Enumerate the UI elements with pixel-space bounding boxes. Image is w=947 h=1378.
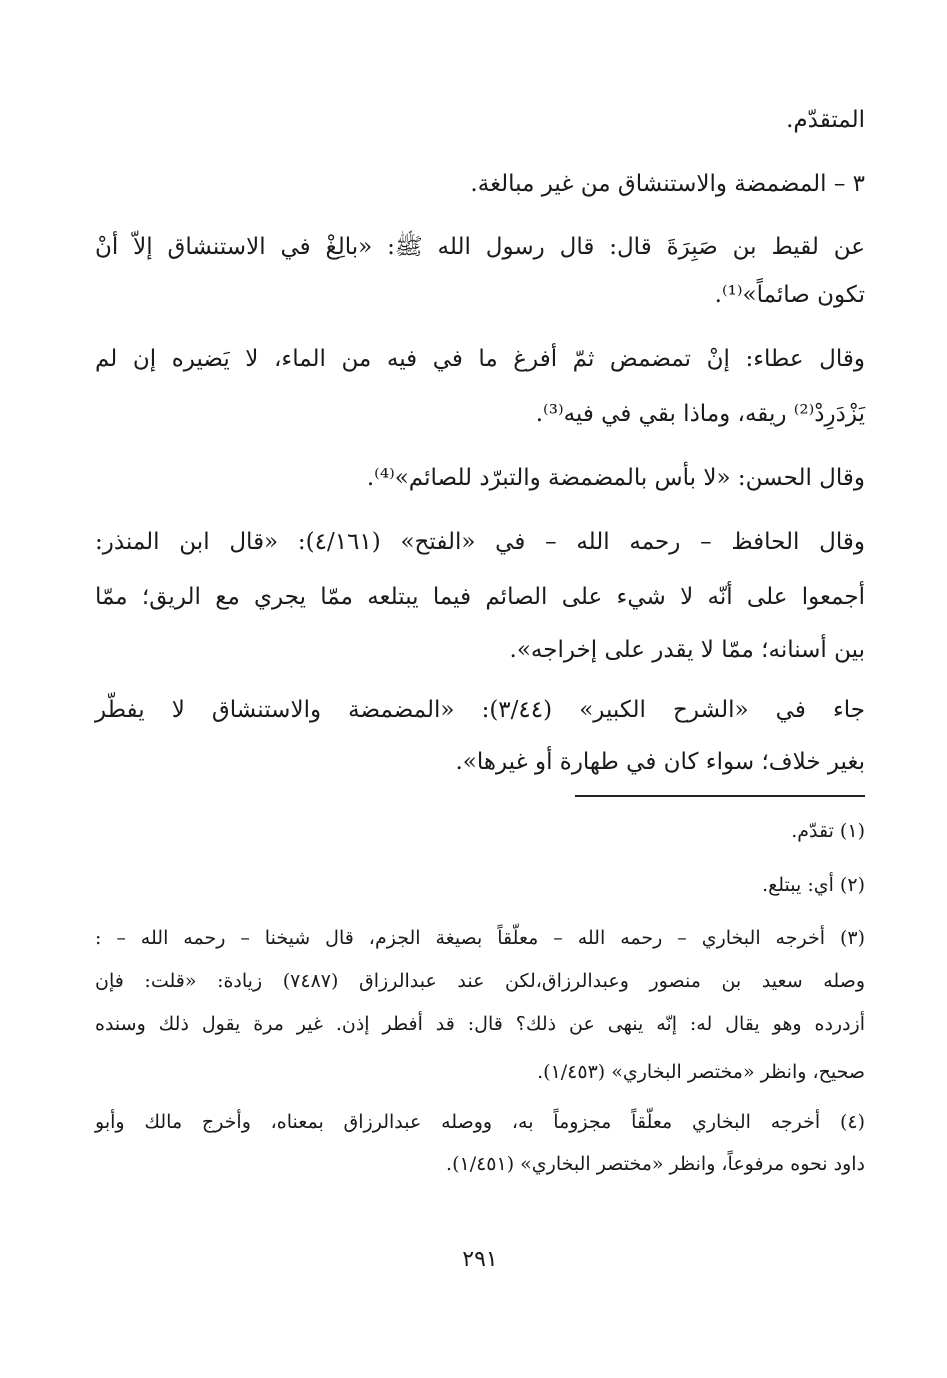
body-line-8: وقال الحافظ – رحمه الله – في «الفتح» (٤/١٦١): «قال ابن المنذر: — [95, 529, 865, 555]
body-line-7: وقال الحسن: «لا بأس بالمضمضة والتبرّد للصائم»⁽⁴⁾. — [366, 465, 865, 491]
footnote-3-line-3: أزدرده وهو يقال له: إنّه ينهى عن ذلك؟ قال: قد أفطر إذن. غير مرة يقول ذلك وسنده — [95, 1013, 865, 1035]
footnote-4-line-2: داود نحوه مرفوعاً، وانظر «مختصر البخاري» (١/٤٥١). — [446, 1153, 865, 1175]
footnote-separator — [575, 795, 865, 797]
footnote-4-line-1: (٤) أخرجه البخاري معلّقاً مجزوماً به، ووصله عبدالرزاق بمعناه، وأخرج مالك وأبو — [95, 1111, 865, 1133]
footnote-3-line-1: (٣) أخرجه البخاري – رحمه الله – معلّقاً بصيغة الجزم، قال شيخنا – رحمه الله – : — [95, 927, 865, 949]
body-line-4: تكون صائماً»⁽¹⁾. — [714, 282, 865, 308]
body-line-11: جاء في «الشرح الكبير» (٣/٤٤): «المضمضة والاستنشاق لا يفطّر — [95, 697, 865, 723]
body-line-9: أجمعوا على أنّه لا شيء على الصائم فيما يبتلعه ممّا يجري مع الريق؛ ممّا — [95, 584, 865, 610]
page-number: ٢٩١ — [462, 1247, 498, 1272]
footnote-3-line-4: صحيح، وانظر «مختصر البخاري» (١/٤٥٣). — [537, 1061, 865, 1083]
footnote-2: (٢) أي: يبتلع. — [762, 874, 865, 896]
body-line-10: بين أسنانه؛ ممّا لا يقدر على إخراجه». — [509, 637, 865, 663]
body-line-12: بغير خلاف؛ سواء كان في طهارة أو غيرها». — [455, 749, 865, 775]
footnote-1: (١) تقدّم. — [791, 820, 865, 842]
body-line-3: عن لقيط بن صَبِرَةَ قال: قال رسول الله ﷺ: «بالِغْ في الاستنشاق إلاّ أنْ — [95, 234, 865, 260]
body-line-6: يَزْدَرِدْ⁽²⁾ ريقه، وماذا بقي في فيه⁽³⁾. — [535, 401, 865, 427]
body-line-5: وقال عطاء: إنْ تمضمض ثمّ أفرغ ما في فيه من الماء، لا يَضيره إن لم — [95, 346, 865, 372]
body-line-1: المتقدّم. — [786, 107, 865, 133]
body-line-2: ٣ – المضمضة والاستنشاق من غير مبالغة. — [470, 171, 865, 197]
footnote-3-line-2: وصله سعيد بن منصور وعبدالرزاق،لكن عند عبدالرزاق (٧٤٨٧) زيادة: «قلت: فإن — [95, 970, 866, 992]
